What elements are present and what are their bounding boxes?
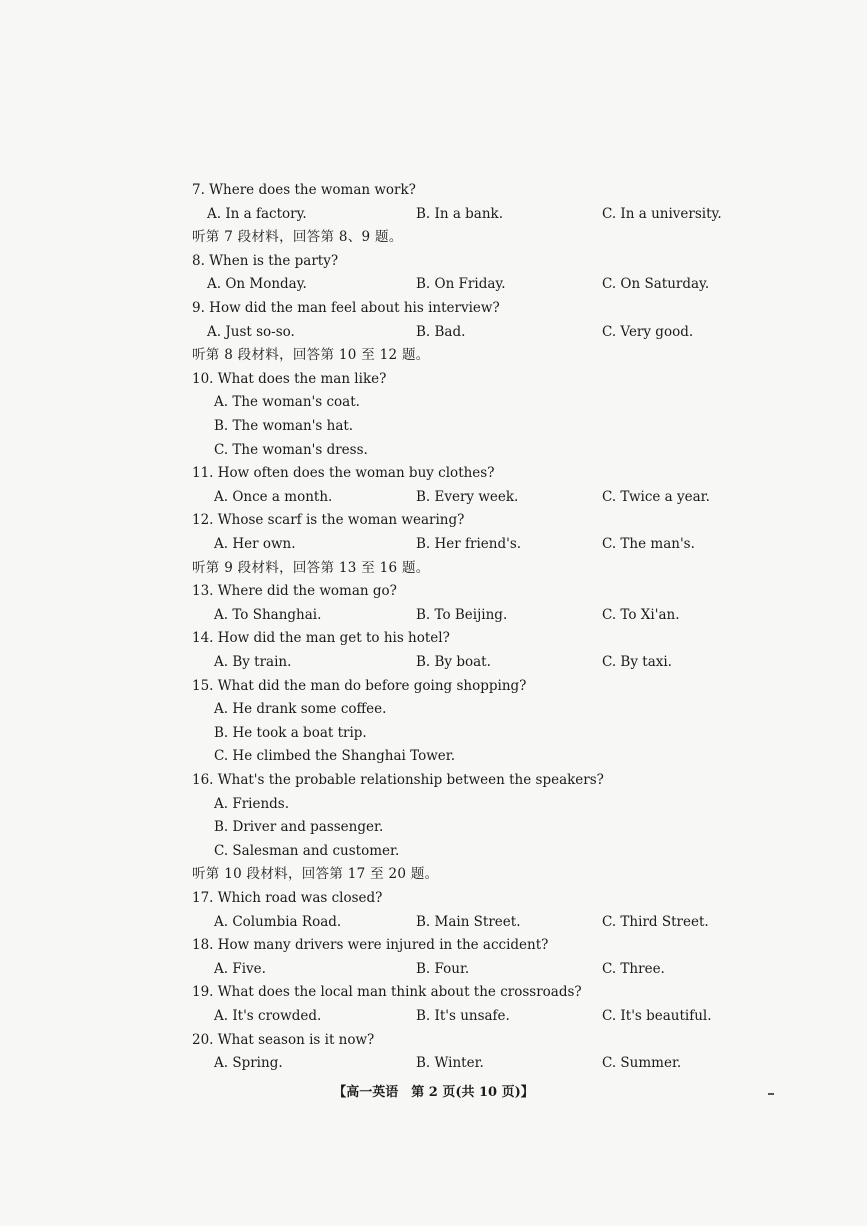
answer-option: C. He climbed the Shanghai Tower.	[214, 748, 456, 764]
answer-option-a: A. Her own.	[214, 536, 296, 552]
answer-option-b: B. By boat.	[416, 654, 491, 670]
question-stem: 12. Whose scarf is the woman wearing?	[192, 512, 465, 528]
answer-option-a: A. It's crowded.	[214, 1008, 322, 1024]
answer-option: C. Salesman and customer.	[214, 843, 400, 859]
answer-option-a: A. Just so-so.	[207, 324, 295, 340]
answer-option-b: B. Winter.	[416, 1055, 484, 1071]
answer-option-a: A. On Monday.	[207, 276, 307, 292]
question-stem: 15. What did the man do before going shopping?	[192, 678, 527, 694]
question-stem: 17. Which road was closed?	[192, 890, 383, 906]
answer-option-a: A. To Shanghai.	[214, 607, 322, 623]
answer-option-c: C. Very good.	[602, 324, 694, 340]
answer-option-c: C. Twice a year.	[602, 489, 710, 505]
answer-option-b: B. Four.	[416, 961, 470, 977]
answer-option-c: C. It's beautiful.	[602, 1008, 712, 1024]
answer-option-c: C. The man's.	[602, 536, 695, 552]
question-stem: 18. How many drivers were injured in the accident?	[192, 937, 549, 953]
answer-option-a: A. By train.	[214, 654, 292, 670]
answer-option: A. The woman's coat.	[214, 394, 360, 410]
answer-option-c: C. On Saturday.	[602, 276, 710, 292]
question-stem: 16. What's the probable relationship between the speakers?	[192, 772, 604, 788]
question-stem: 7. Where does the woman work?	[192, 182, 416, 198]
section-instruction: 听第 8 段材料，回答第 10 至 12 题。	[192, 347, 430, 363]
answer-option-a: A. Columbia Road.	[214, 914, 342, 930]
answer-option-a: A. Spring.	[214, 1055, 283, 1071]
answer-option-c: C. To Xi'an.	[602, 607, 680, 623]
section-instruction: 听第 9 段材料，回答第 13 至 16 题。	[192, 560, 430, 576]
question-stem: 20. What season is it now?	[192, 1032, 375, 1048]
answer-option-a: A. In a factory.	[207, 206, 307, 222]
answer-option-b: B. Main Street.	[416, 914, 521, 930]
answer-option-b: B. On Friday.	[416, 276, 506, 292]
answer-option-b: B. Her friend's.	[416, 536, 522, 552]
answer-option: A. He drank some coffee.	[214, 701, 387, 717]
question-stem: 14. How did the man get to his hotel?	[192, 630, 450, 646]
scan-mark	[768, 1093, 774, 1095]
answer-option-b: B. Every week.	[416, 489, 519, 505]
answer-option: B. He took a boat trip.	[214, 725, 367, 741]
question-stem: 19. What does the local man think about the crossroads?	[192, 984, 582, 1000]
section-instruction: 听第 10 段材料，回答第 17 至 20 题。	[192, 866, 439, 882]
answer-option-c: C. Third Street.	[602, 914, 709, 930]
answer-option-a: A. Once a month.	[214, 489, 333, 505]
answer-option-b: B. It's unsafe.	[416, 1008, 510, 1024]
answer-option-b: B. To Beijing.	[416, 607, 508, 623]
question-stem: 13. Where did the woman go?	[192, 583, 397, 599]
answer-option: A. Friends.	[214, 796, 290, 812]
answer-option-a: A. Five.	[214, 961, 266, 977]
page-footer: 【高一英语 第 2 页(共 10 页)】	[333, 1085, 534, 1100]
answer-option: C. The woman's dress.	[214, 442, 368, 458]
question-stem: 8. When is the party?	[192, 253, 339, 269]
answer-option-c: C. Summer.	[602, 1055, 682, 1071]
answer-option-c: C. By taxi.	[602, 654, 672, 670]
question-stem: 11. How often does the woman buy clothes?	[192, 465, 495, 481]
answer-option-c: C. In a university.	[602, 206, 722, 222]
question-stem: 9. How did the man feel about his interview?	[192, 300, 500, 316]
answer-option-b: B. Bad.	[416, 324, 466, 340]
answer-option-b: B. In a bank.	[416, 206, 504, 222]
question-stem: 10. What does the man like?	[192, 371, 387, 387]
answer-option: B. The woman's hat.	[214, 418, 354, 434]
section-instruction: 听第 7 段材料，回答第 8、9 题。	[192, 229, 403, 245]
answer-option: B. Driver and passenger.	[214, 819, 384, 835]
answer-option-c: C. Three.	[602, 961, 665, 977]
